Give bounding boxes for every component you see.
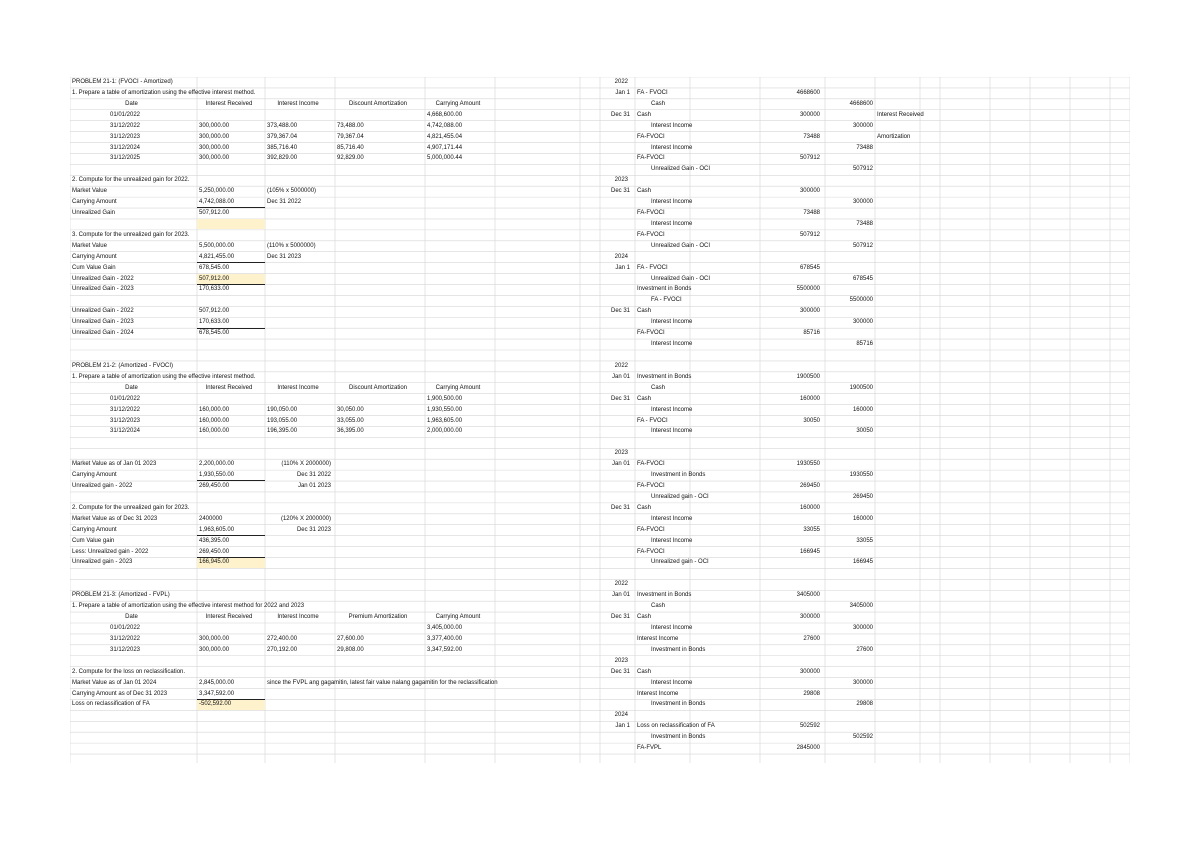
table-cell: 392,829.00 (267, 155, 298, 162)
table-cell: 2,200,000.00 (199, 461, 235, 468)
table-cell: 5,000,000.44 (427, 155, 463, 162)
table-cell: Market Value (72, 188, 107, 195)
debit-cell: 166945 (799, 548, 820, 555)
table-cell: 160,000.00 (199, 428, 230, 435)
debit-cell: 30050 (803, 417, 820, 424)
account-cell: FA - FVOCI (637, 264, 668, 271)
table-cell: 31/12/2022 (109, 635, 141, 642)
debit-cell: 502592 (799, 723, 820, 730)
table-cell: 4,907,171.44 (427, 144, 463, 151)
table-cell: 01/01/2022 (109, 395, 141, 402)
date-cell: Jan 1 (615, 89, 630, 96)
table-cell: 31/12/2024 (109, 144, 141, 151)
credit-cell: 300000 (852, 679, 873, 686)
highlighted-cell (197, 219, 265, 229)
table-cell: Unrealized Gain - 2023 (72, 319, 134, 326)
table-cell: 36,395.00 (337, 428, 364, 435)
table-cell: 3,347,592.00 (199, 690, 235, 697)
debit-cell: 507912 (799, 231, 820, 238)
table-cell: 30,050.00 (337, 406, 364, 413)
table-cell: 4,821,455.00 (199, 253, 235, 260)
table-cell: 507,912.00 (199, 308, 230, 315)
account-cell: Interest Income (651, 537, 693, 544)
table-header-cell: Interest Income (277, 614, 319, 621)
table-cell: 1,930,550.00 (199, 472, 235, 479)
debit-cell: 5500000 (796, 286, 820, 293)
table-cell: Loss on reclassification of FA (72, 701, 150, 708)
table-header-cell: Interest Received (205, 100, 253, 107)
date-cell: Dec 31 (610, 395, 630, 402)
table-cell: Market Value as of Dec 31 2023 (72, 515, 158, 522)
credit-cell: 507912 (852, 166, 873, 173)
table-cell: Carrying Amount as of Dec 31 2023 (72, 690, 168, 697)
date-cell: Jan 01 (611, 373, 630, 380)
year-cell: 2023 (614, 657, 628, 664)
date-cell: Jan 1 (615, 723, 630, 730)
table-cell: 29,808.00 (337, 646, 364, 653)
date-cell: Dec 31 (610, 188, 630, 195)
table-cell: Jan 01 2023 (297, 483, 331, 490)
account-cell: Cash (637, 308, 652, 315)
table-cell: (110% x 5000000) (267, 242, 316, 249)
debit-cell: 4668600 (796, 89, 820, 96)
date-cell: Dec 31 (610, 668, 630, 675)
account-cell: Cash (651, 100, 666, 107)
table-cell: (110% X 2000000) (281, 461, 331, 468)
account-cell: Investment in Bonds (651, 701, 706, 708)
table-cell: Unrealized Gain - 2022 (72, 308, 134, 315)
credit-cell: 73488 (856, 144, 873, 151)
account-cell: FA-FVOCI (637, 155, 665, 162)
debit-cell: 1900500 (796, 373, 820, 380)
table-cell: Unrealized gain - 2022 (72, 483, 133, 490)
table-cell: 170,633.00 (199, 319, 230, 326)
table-cell: Dec 31 2022 (267, 199, 302, 206)
table-cell: 196,395.00 (267, 428, 298, 435)
credit-cell: 300000 (852, 122, 873, 129)
underline-border (197, 328, 265, 329)
account-cell: Interest Income (651, 428, 693, 435)
account-cell: Unrealized gain - OCI (651, 493, 709, 500)
credit-cell: 1930550 (849, 472, 873, 479)
table-cell: Unrealized Gain - 2022 (72, 275, 134, 282)
table-cell: 31/12/2022 (109, 406, 141, 413)
credit-cell: 1900500 (849, 384, 873, 391)
table-cell: Less: Unrealized gain - 2022 (72, 548, 149, 555)
table-cell: 31/12/2025 (109, 155, 141, 162)
table-header-cell: Date (125, 100, 138, 107)
account-cell: FA-FVOCI (637, 231, 665, 238)
underline-border (197, 207, 265, 208)
debit-cell: 27600 (803, 635, 820, 642)
account-cell: Unrealized Gain - OCI (651, 242, 711, 249)
table-cell: 507,912.00 (199, 275, 230, 282)
table-header-cell: Carrying Amount (435, 614, 481, 621)
underline-border (197, 284, 265, 285)
debit-cell: 160000 (799, 395, 820, 402)
table-cell: 300,000.00 (199, 122, 230, 129)
underline-border (197, 557, 265, 558)
year-cell: 2022 (614, 79, 628, 85)
account-cell: Interest Income (651, 679, 693, 686)
table-cell: 31/12/2024 (109, 428, 141, 435)
account-cell: Investment in Bonds (637, 286, 692, 293)
debit-cell: 269450 (799, 483, 820, 490)
credit-cell: 166945 (852, 559, 873, 566)
account-cell: FA - FVOCI (637, 89, 668, 96)
credit-cell: 29808 (856, 701, 873, 708)
table-cell: Carrying Amount (72, 199, 117, 206)
table-cell: 85,716.40 (337, 144, 364, 151)
table-cell: 4,742,088.00 (199, 199, 235, 206)
table-cell: 379,367.04 (267, 133, 298, 140)
table-cell: 5,250,000.00 (199, 188, 235, 195)
credit-cell: 160000 (852, 515, 873, 522)
table-cell: 300,000.00 (199, 646, 230, 653)
table-cell: -502,592.00 (199, 701, 232, 708)
requirement-text: 1. Prepare a table of amortization using the effective interest method. (72, 373, 256, 380)
table-header-cell: Discount Amortization (348, 100, 408, 107)
note-cell: Amortization (877, 133, 911, 140)
account-cell: Interest Income (651, 341, 693, 348)
table-cell: 269,450.00 (199, 483, 230, 490)
table-header-cell: Discount Amortization (348, 384, 408, 391)
table-cell: 160,000.00 (199, 417, 230, 424)
account-cell: Investment in Bonds (637, 592, 692, 599)
underline-border (197, 535, 265, 536)
table-cell: 3,347,592.00 (427, 646, 463, 653)
table-cell: Carrying Amount (72, 526, 117, 533)
account-cell: Interest Income (651, 220, 693, 227)
debit-cell: 160000 (799, 504, 820, 511)
debit-cell: 300000 (799, 308, 820, 315)
table-cell: 73,488.00 (337, 122, 364, 129)
debit-cell: 85716 (803, 330, 820, 337)
credit-cell: 269450 (852, 493, 873, 500)
table-cell: 170,633.00 (199, 286, 230, 293)
account-cell: Unrealized Gain - OCI (651, 166, 711, 173)
account-cell: Cash (637, 188, 652, 195)
account-cell: Interest Income (651, 515, 693, 522)
table-cell: 1,963,605.00 (199, 526, 235, 533)
debit-cell: 1930550 (796, 461, 820, 468)
debit-cell: 300000 (799, 188, 820, 195)
table-cell: 160,000.00 (199, 406, 230, 413)
account-cell: Investment in Bonds (651, 472, 706, 479)
credit-cell: 4668600 (849, 100, 873, 107)
debit-cell: 3405000 (796, 592, 820, 599)
table-cell: 92,829.00 (337, 155, 364, 162)
table-cell: 33,055.00 (337, 417, 364, 424)
account-cell: Cash (637, 668, 652, 675)
year-cell: 2022 (614, 362, 628, 369)
requirement-text: 2. Compute for the loss on reclassification. (72, 668, 186, 675)
account-cell: Cash (651, 384, 666, 391)
table-cell: 3,377,400.00 (427, 635, 463, 642)
table-cell: 436,395.00 (199, 537, 230, 544)
date-cell: Jan 01 (611, 461, 630, 468)
table-cell: Dec 31 2023 (296, 526, 331, 533)
account-cell: Cash (637, 504, 652, 511)
table-header-cell: Date (125, 614, 138, 621)
table-cell: 270,192.00 (267, 646, 298, 653)
account-cell: Cash (637, 111, 652, 118)
table-cell: 507,912.00 (199, 210, 230, 217)
table-cell: Unrealized gain - 2023 (72, 559, 133, 566)
account-cell: Interest Income (651, 625, 693, 631)
account-cell: Interest Income (651, 319, 693, 326)
table-cell: Carrying Amount (72, 472, 117, 479)
year-cell: 2022 (614, 581, 628, 588)
table-cell: 01/01/2022 (109, 625, 141, 631)
table-cell: 2400000 (199, 515, 223, 522)
account-cell: Cash (637, 614, 652, 621)
underline-border (197, 480, 265, 481)
table-cell: Unrealized Gain - 2024 (72, 330, 134, 337)
credit-cell: 33055 (856, 537, 873, 544)
problem-title: PROBLEM 21-1: (FVOCI - Amortized) (72, 79, 173, 85)
credit-cell: 300000 (852, 199, 873, 206)
table-cell: 2,845,000.00 (199, 679, 235, 686)
account-cell: Interest Income (637, 635, 679, 642)
underline-border (197, 262, 265, 263)
account-cell: Loss on reclassification of FA (637, 723, 715, 730)
year-cell: 2024 (614, 253, 628, 260)
date-cell: Dec 31 (610, 308, 630, 315)
credit-cell: 160000 (852, 406, 873, 413)
table-cell: 272,400.00 (267, 635, 298, 642)
account-cell: FA-FVOCI (637, 133, 665, 140)
credit-cell: 85716 (856, 341, 873, 348)
table-cell: 300,000.00 (199, 144, 230, 151)
table-cell: Cum Value gain (72, 537, 115, 544)
table-cell: Carrying Amount (72, 253, 117, 260)
table-cell: Market Value as of Jan 01 2023 (72, 461, 157, 468)
table-cell: 2,000,000.00 (427, 428, 463, 435)
requirement-text: 3. Compute for the unrealized gain for 2023. (72, 231, 190, 238)
account-cell: Interest Income (637, 690, 679, 697)
debit-cell: 29808 (803, 690, 820, 697)
table-cell: 300,000.00 (199, 133, 230, 140)
table-cell: 79,367.04 (337, 133, 364, 140)
table-cell: 269,450.00 (199, 548, 230, 555)
account-cell: Unrealized Gain - OCI (651, 275, 711, 282)
account-cell: Cash (637, 395, 652, 402)
debit-cell: 300000 (799, 668, 820, 675)
table-cell: 3,405,000.00 (427, 625, 463, 631)
table-cell: 01/01/2022 (109, 111, 141, 118)
credit-cell: 300000 (852, 319, 873, 326)
date-cell: Dec 31 (610, 614, 630, 621)
table-cell: Market Value as of Jan 01 2024 (72, 679, 157, 686)
table-cell: 300,000.00 (199, 155, 230, 162)
account-cell: Investment in Bonds (651, 646, 706, 653)
year-cell: 2023 (614, 177, 628, 184)
table-cell: Dec 31 2022 (296, 472, 331, 479)
table-cell: 31/12/2023 (109, 133, 141, 140)
table-header-cell: Interest Received (205, 614, 253, 621)
debit-cell: 300000 (799, 111, 820, 118)
table-header-cell: Premium Amortization (348, 614, 408, 621)
problem-title: PROBLEM 21-2: (Amortized - FVOCI) (72, 362, 174, 369)
account-cell: FA-FVOCI (637, 483, 665, 490)
table-cell: Cum Value Gain (72, 264, 116, 271)
date-cell: Jan 1 (615, 264, 630, 271)
table-cell: 1,930,550.00 (427, 406, 463, 413)
account-cell: Interest Income (651, 406, 693, 413)
note-cell: Interest Received (877, 111, 924, 118)
credit-cell: 502592 (852, 734, 873, 741)
spreadsheet-sheet (70, 77, 1130, 763)
table-header-cell: Interest Income (277, 100, 319, 107)
underline-border (197, 699, 265, 700)
debit-cell: 507912 (799, 155, 820, 162)
problem-title: PROBLEM 21-3: (Amortized - FVPL) (72, 592, 170, 599)
credit-cell: 30050 (856, 428, 873, 435)
account-cell: Investment in Bonds (651, 734, 706, 741)
debit-cell: 73488 (803, 133, 820, 140)
credit-cell: 73488 (856, 220, 873, 227)
debit-cell: 73488 (803, 210, 820, 217)
account-cell: FA-FVOCI (637, 548, 665, 555)
account-cell: Interest Income (651, 144, 693, 151)
debit-cell: 300000 (799, 614, 820, 621)
date-cell: Dec 31 (610, 111, 630, 118)
account-cell: Unrealized gain - OCI (651, 559, 709, 566)
table-cell: 5,500,000.00 (199, 242, 235, 249)
account-cell: FA-FVOCI (637, 210, 665, 217)
account-cell: Investment in Bonds (637, 373, 692, 380)
account-cell: FA - FVOCI (651, 297, 682, 304)
debit-cell: 678545 (799, 264, 820, 271)
table-cell: 31/12/2022 (109, 122, 141, 129)
table-header-cell: Interest Income (277, 384, 319, 391)
debit-cell: 2845000 (796, 745, 820, 752)
table-cell: Unrealized Gain (72, 210, 116, 217)
account-cell: FA-FVPL (637, 745, 662, 752)
requirement-text: 1. Prepare a table of amortization using the effective interest method for 2022 and 2023 (72, 603, 305, 610)
table-cell: 385,716.40 (267, 144, 298, 151)
table-cell: 190,050.00 (267, 406, 298, 413)
table-header-cell: Carrying Amount (435, 384, 481, 391)
credit-cell: 5500000 (849, 297, 873, 304)
year-cell: 2024 (614, 712, 628, 719)
table-cell: 166,945.00 (199, 559, 230, 566)
table-cell: 1,900,500.00 (427, 395, 463, 402)
requirement-text: 1. Prepare a table of amortization using the effective interest method. (72, 89, 256, 96)
requirement-text: 2. Compute for the unrealized gain for 2023. (72, 504, 190, 511)
table-cell: Market Value (72, 242, 107, 249)
table-cell: 1,963,605.00 (427, 417, 463, 424)
account-cell: Cash (651, 603, 666, 610)
table-header-cell: Date (125, 384, 138, 391)
table-cell: 31/12/2023 (109, 646, 141, 653)
table-cell: Dec 31 2023 (267, 253, 302, 260)
credit-cell: 678545 (852, 275, 873, 282)
table-cell: Unrealized Gain - 2023 (72, 286, 134, 293)
table-cell: 31/12/2023 (109, 417, 141, 424)
table-cell: 678,545.00 (199, 330, 230, 337)
year-cell: 2023 (614, 450, 628, 457)
debit-cell: 33055 (803, 526, 820, 533)
account-cell: FA-FVOCI (637, 526, 665, 533)
table-cell: (120% X 2000000) (280, 515, 331, 522)
credit-cell: 507912 (852, 242, 873, 249)
account-cell: FA-FVOCI (637, 330, 665, 337)
account-cell: Interest Income (651, 199, 693, 206)
note-text: since the FVPL ang gagamitin, latest fair value nalang gagamitin for the reclassification (267, 679, 498, 686)
table-cell: 4,742,088.00 (427, 122, 463, 129)
table-header-cell: Carrying Amount (435, 100, 481, 107)
table-cell: 300,000.00 (199, 635, 230, 642)
table-cell: 373,488.00 (267, 122, 298, 129)
account-cell: FA - FVOCI (637, 417, 668, 424)
date-cell: Jan 01 (611, 592, 630, 599)
account-cell: Interest Income (651, 122, 693, 129)
credit-cell: 27600 (856, 646, 873, 653)
table-cell: 678,545.00 (199, 264, 230, 271)
table-cell: (105% x 5000000) (267, 188, 317, 195)
credit-cell: 300000 (852, 625, 873, 631)
table-cell: 193,055.00 (267, 417, 298, 424)
table-cell: 4,668,600.00 (427, 111, 463, 118)
date-cell: Dec 31 (610, 504, 630, 511)
table-cell: 4,821,455.04 (427, 133, 463, 140)
requirement-text: 2. Compute for the unrealized gain for 2022. (72, 177, 190, 184)
table-header-cell: Interest Received (205, 384, 253, 391)
account-cell: FA-FVOCI (637, 461, 665, 468)
table-cell: 27,600.00 (337, 635, 364, 642)
credit-cell: 3405000 (849, 603, 873, 610)
